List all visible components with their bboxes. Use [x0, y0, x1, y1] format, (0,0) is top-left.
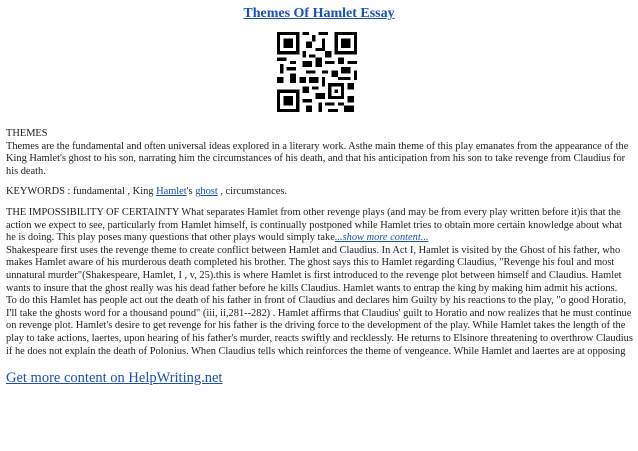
certainty-text: THE IMPOSSIBILITY OF CERTAINTY What separates Hamlet from other revenge plays (and may be from every play written before it)is that the action we expect to see, particularly from Hamlet himself, is continually postponed while Hamlet tries to obtain more certain knowledge about what he is doing. This play poses many questions that other plays would simply take: [6, 206, 623, 244]
themes-paragraph: Themes are the fundamental and often universal ideas explored in a literary work. Asthe main theme of this play emanates from the appearance of the King Hamlet's ghost to his son, narrating him the circumstances of his death, and that his anticipation from his son to take revenge from Claudius for his death.: [6, 140, 629, 177]
keywords-suffix: , circumstances.: [217, 186, 287, 198]
footer: [6, 370, 222, 387]
page-title: [0, 6, 638, 22]
themes-heading: THEMES: [6, 128, 48, 139]
title-link[interactable]: Themes Of Hamlet Essay: [243, 6, 395, 21]
keywords-prefix: KEYWORDS : fundamental , King: [6, 186, 157, 198]
keywords-line: [6, 186, 634, 199]
qr-code-icon: [277, 32, 357, 112]
certainty-paragraph: [6, 207, 634, 245]
essay-body: [6, 128, 634, 358]
show-more-link[interactable]: ...show more content...: [334, 232, 429, 244]
horatio-paragraph: To do this Hamlet has people act out the death of his father in front of Claudius and declares him Guilty by his reactions to the play, "o good Horatio, I'll take the ghosts word for a thousand pound" (iii, ii,281--282) . Hamlet affirms that Claudius' guilt to Horatio and now realizes that he must continue on revenge plot. Hamlet's desire to get revenge for his father is the driving force to the development of the play. While Hamlet takes the length of the play to take actions, laertes, upon hearing of his father's murder, reacts swiftly and recklessly. He returns to Elsinore threatening to overthrow Claudius if he does not explain the death of Polonius. When Claudius tells which reinforces the theme of vengeance. While Hamlet and laertes are at opposing: [6, 295, 633, 357]
revenge-paragraph: Shakespeare first uses the revenge theme to create conflict between Hamlet and Claudius. In Act I, Hamlet is visited by the Ghost of his father, who makes Hamlet aware of his murderous death completed his brother. The ghost says this to Hamlet regarding Claudius, "Revenge his foul and most unnatural murder"(Shakespeare, Hamlet, I , v, 25).this is where Hamlet is first introduced to the revenge plot between himself and Claudius. Hamlet wants to insure that the ghost really was his dead father before he kills Claudius. Hamlet wants to entrap the king by making him admit his actions.: [6, 244, 622, 294]
get-more-content-link[interactable]: Get more content on HelpWriting.net: [6, 370, 223, 386]
keywords-mid: 's: [186, 186, 196, 198]
keyword-link-hamlet[interactable]: Hamlet: [156, 186, 187, 198]
keyword-link-ghost[interactable]: ghost: [195, 186, 218, 198]
